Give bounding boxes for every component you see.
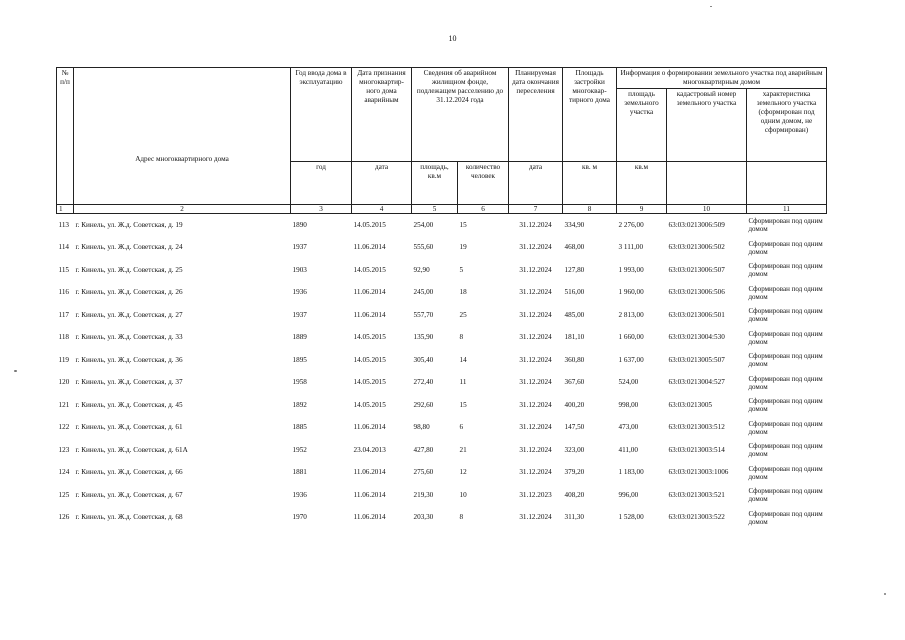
header-land-area: площадь земельного участка (617, 89, 667, 162)
unit-area: площадь, кв.м (412, 162, 458, 205)
table-row (57, 417, 827, 440)
row-status: Сформирован под одним домом (748, 262, 823, 279)
column-number: 10 (667, 205, 747, 214)
row-year: 1952 (292, 445, 307, 454)
row-people: 8 (459, 333, 464, 342)
row-cadastral: 63:03:0213004:530 (668, 333, 725, 342)
column-number: 7 (509, 205, 563, 214)
row-address: г. Кинель, ул. Ж.д. Советская, д. 37 (75, 378, 183, 387)
row-building-area: 360,80 (564, 355, 585, 364)
column-number: 5 (412, 205, 458, 214)
row-building-area: 147,50 (564, 423, 585, 432)
row-area: 98,80 (413, 423, 430, 432)
column-number: 3 (291, 205, 352, 214)
unit-year: год (291, 162, 352, 205)
row-date: 14.05.2015 (353, 378, 386, 387)
row-planned-date: 31.12.2024 (519, 468, 552, 477)
table-row (57, 484, 827, 507)
unit-cadastral (667, 162, 747, 205)
row-building-area: 367,60 (564, 378, 585, 387)
row-land-area: 1 183,00 (618, 468, 644, 477)
row-cadastral: 63:03:0213003:1006 (668, 468, 729, 477)
emergency-housing-table (56, 67, 827, 529)
scan-speck (14, 370, 17, 372)
header-year-built: Год ввода дома в эксплуатацию (291, 68, 352, 162)
row-cadastral: 63:03:0213006:502 (668, 243, 725, 252)
row-year: 1892 (292, 400, 307, 409)
row-land-area: 1 528,00 (618, 513, 644, 522)
header-no: № п/п (57, 68, 74, 205)
row-area: 254,00 (413, 220, 434, 229)
row-number: 126 (58, 513, 70, 522)
scan-speck (884, 593, 886, 595)
row-year: 1936 (292, 288, 307, 297)
row-cadastral: 63:03:0213003:512 (668, 423, 725, 432)
row-date: 14.05.2015 (353, 265, 386, 274)
row-year: 1895 (292, 355, 307, 364)
row-area: 292,60 (413, 400, 434, 409)
table-row (57, 259, 827, 282)
row-number: 125 (58, 490, 70, 499)
row-land-area: 1 960,00 (618, 288, 644, 297)
row-date: 11.06.2014 (353, 490, 386, 499)
scan-speck (710, 6, 712, 7)
row-people: 5 (459, 265, 464, 274)
row-status: Сформирован под одним домом (748, 487, 823, 504)
row-date: 14.05.2015 (353, 400, 386, 409)
header-land-characteristic: характеристика земельного участка (сформирован под одним домом, не сформирован) (747, 89, 827, 162)
row-cadastral: 63:03:0213004:527 (668, 378, 725, 387)
row-status: Сформирован под одним домом (748, 397, 823, 414)
row-number: 113 (58, 220, 70, 229)
row-year: 1881 (292, 468, 307, 477)
row-building-area: 516,00 (564, 288, 585, 297)
row-date: 11.06.2014 (353, 288, 386, 297)
row-year: 1937 (292, 310, 307, 319)
column-number-row (57, 205, 827, 214)
row-number: 118 (58, 333, 70, 342)
unit-land-area: кв.м (617, 162, 667, 205)
row-land-area: 1 637,00 (618, 355, 644, 364)
row-status: Сформирован под одним домом (748, 464, 823, 481)
table-row (57, 394, 827, 417)
unit-date: дата (352, 162, 412, 205)
row-status: Сформирован под одним домом (748, 217, 823, 234)
row-planned-date: 31.12.2024 (519, 513, 552, 522)
column-number: 4 (352, 205, 412, 214)
row-land-area: 2 813,00 (618, 310, 644, 319)
header-cadastral-number: кадастровый номер земельного участка (667, 89, 747, 162)
row-planned-date: 31.12.2024 (519, 310, 552, 319)
row-number: 122 (58, 423, 70, 432)
row-area: 275,60 (413, 468, 434, 477)
row-area: 427,80 (413, 445, 434, 454)
row-address: г. Кинель, ул. Ж.д. Советская, д. 24 (75, 243, 183, 252)
unit-people: количество человек (458, 162, 509, 205)
header-emergency-fund: Сведения об аварийном жилищном фонде, подлежащем расселению до 31.12.2024 года (412, 68, 509, 162)
row-date: 11.06.2014 (353, 243, 386, 252)
row-people: 8 (459, 513, 464, 522)
row-address: г. Кинель, ул. Ж.д. Советская, д. 36 (75, 355, 183, 364)
row-cadastral: 63:03:0213005:507 (668, 355, 725, 364)
row-address: г. Кинель, ул. Ж.д. Советская, д. 61А (75, 445, 188, 454)
row-status: Сформирован под одним домом (748, 374, 823, 391)
header-address: Адрес многоквартирного дома (74, 68, 291, 205)
row-people: 19 (459, 243, 467, 252)
table-row (57, 304, 827, 327)
row-year: 1970 (292, 513, 307, 522)
table-row (57, 282, 827, 305)
row-date: 14.05.2015 (353, 333, 386, 342)
page-number: 10 (448, 34, 457, 43)
row-address: г. Кинель, ул. Ж.д. Советская, д. 33 (75, 333, 183, 342)
row-status: Сформирован под одним домом (748, 442, 823, 459)
row-cadastral: 63:03:0213006:501 (668, 310, 725, 319)
row-address: г. Кинель, ул. Ж.д. Советская, д. 61 (75, 423, 183, 432)
header-date-recognized: Дата признания многоквартир- ного дома аварийным (352, 68, 412, 162)
row-status: Сформирован под одним домом (748, 239, 823, 256)
column-number: 9 (617, 205, 667, 214)
row-address: г. Кинель, ул. Ж.д. Советская, д. 66 (75, 468, 183, 477)
row-area: 203,30 (413, 513, 434, 522)
row-land-area: 3 111,00 (618, 243, 644, 252)
row-status: Сформирован под одним домом (748, 307, 823, 324)
row-number: 119 (58, 355, 70, 364)
row-cadastral: 63:03:0213005 (668, 400, 713, 409)
row-people: 14 (459, 355, 467, 364)
unit-characteristic (747, 162, 827, 205)
header-row-main (57, 68, 827, 89)
row-planned-date: 31.12.2024 (519, 288, 552, 297)
row-area: 135,90 (413, 333, 434, 342)
row-address: г. Кинель, ул. Ж.д. Советская, д. 27 (75, 310, 183, 319)
row-area: 557,70 (413, 310, 434, 319)
row-year: 1889 (292, 333, 307, 342)
row-year: 1903 (292, 265, 307, 274)
row-date: 23.04.2013 (353, 445, 386, 454)
row-number: 120 (58, 378, 70, 387)
row-number: 115 (58, 265, 70, 274)
row-land-area: 2 276,00 (618, 220, 644, 229)
column-number: 6 (458, 205, 509, 214)
table-row (57, 327, 827, 350)
row-people: 21 (459, 445, 467, 454)
row-address: г. Кинель, ул. Ж.д. Советская, д. 26 (75, 288, 183, 297)
row-land-area: 996,00 (618, 490, 639, 499)
row-planned-date: 31.12.2024 (519, 378, 552, 387)
row-cadastral: 63:03:0213003:514 (668, 445, 725, 454)
table-row (57, 349, 827, 372)
row-land-area: 411,00 (618, 445, 638, 454)
row-address: г. Кинель, ул. Ж.д. Советская, д. 19 (75, 220, 183, 229)
column-number: 8 (563, 205, 617, 214)
row-land-area: 473,00 (618, 423, 639, 432)
row-year: 1885 (292, 423, 307, 432)
table-row (57, 462, 827, 485)
row-number: 114 (58, 243, 70, 252)
unit-building-area: кв. м (563, 162, 617, 205)
row-people: 15 (459, 220, 467, 229)
table-row (57, 237, 827, 260)
row-date: 11.06.2014 (353, 423, 386, 432)
row-building-area: 181,10 (564, 333, 585, 342)
column-number: 2 (74, 205, 291, 214)
row-planned-date: 31.12.2024 (519, 220, 552, 229)
row-land-area: 998,00 (618, 400, 639, 409)
row-year: 1958 (292, 378, 307, 387)
row-status: Сформирован под одним домом (748, 329, 823, 346)
row-planned-date: 31.12.2023 (519, 490, 552, 499)
row-building-area: 408,20 (564, 490, 585, 499)
row-cadastral: 63:03:0213003:521 (668, 490, 725, 499)
row-people: 18 (459, 288, 467, 297)
row-number: 123 (58, 445, 70, 454)
row-land-area: 1 660,00 (618, 333, 644, 342)
row-address: г. Кинель, ул. Ж.д. Советская, д. 67 (75, 490, 183, 499)
row-date: 11.06.2014 (353, 310, 386, 319)
row-area: 305,40 (413, 355, 434, 364)
row-building-area: 379,20 (564, 468, 585, 477)
row-cadastral: 63:03:0213006:509 (668, 220, 725, 229)
row-building-area: 485,00 (564, 310, 585, 319)
row-number: 116 (58, 288, 70, 297)
row-cadastral: 63:03:0213006:507 (668, 265, 725, 274)
row-status: Сформирован под одним домом (748, 509, 823, 526)
row-cadastral: 63:03:0213006:506 (668, 288, 725, 297)
row-area: 219,30 (413, 490, 434, 499)
row-people: 12 (459, 468, 467, 477)
row-area: 555,60 (413, 243, 434, 252)
row-planned-date: 31.12.2024 (519, 445, 552, 454)
row-people: 11 (459, 378, 467, 387)
row-building-area: 468,00 (564, 243, 585, 252)
row-building-area: 311,30 (564, 513, 584, 522)
row-people: 15 (459, 400, 467, 409)
table-row (57, 507, 827, 530)
row-building-area: 334,90 (564, 220, 585, 229)
row-planned-date: 31.12.2024 (519, 423, 552, 432)
header-land-info: Информация о формировании земельного участка под аварийным многоквартирным домом (617, 68, 827, 89)
row-year: 1937 (292, 243, 307, 252)
row-area: 272,40 (413, 378, 434, 387)
row-planned-date: 31.12.2024 (519, 265, 552, 274)
column-number: 1 (57, 205, 74, 214)
row-people: 10 (459, 490, 467, 499)
row-year: 1890 (292, 220, 307, 229)
row-number: 124 (58, 468, 70, 477)
row-building-area: 323,00 (564, 445, 585, 454)
row-area: 92,90 (413, 265, 430, 274)
row-date: 14.05.2015 (353, 355, 386, 364)
row-date: 11.06.2014 (353, 468, 386, 477)
row-year: 1936 (292, 490, 307, 499)
column-number: 11 (747, 205, 827, 214)
row-address: г. Кинель, ул. Ж.д. Советская, д. 25 (75, 265, 183, 274)
row-land-area: 524,00 (618, 378, 639, 387)
table-row (57, 439, 827, 462)
row-planned-date: 31.12.2024 (519, 355, 552, 364)
row-status: Сформирован под одним домом (748, 352, 823, 369)
row-building-area: 127,80 (564, 265, 585, 274)
row-people: 6 (459, 423, 464, 432)
row-building-area: 400,20 (564, 400, 585, 409)
header-building-area: Площадь застройки многоквар- тирного дома (563, 68, 617, 162)
row-status: Сформирован под одним домом (748, 284, 823, 301)
row-address: г. Кинель, ул. Ж.д. Советская, д. 68 (75, 513, 183, 522)
row-area: 245,00 (413, 288, 434, 297)
row-number: 117 (58, 310, 70, 319)
row-cadastral: 63:03:0213003:522 (668, 513, 725, 522)
table-row (57, 214, 827, 237)
row-address: г. Кинель, ул. Ж.д. Советская, д. 45 (75, 400, 183, 409)
row-planned-date: 31.12.2024 (519, 333, 552, 342)
row-number: 121 (58, 400, 70, 409)
row-planned-date: 31.12.2024 (519, 243, 552, 252)
unit-planned-date: дата (509, 162, 563, 205)
row-status: Сформирован под одним домом (748, 419, 823, 436)
table-row (57, 372, 827, 395)
row-planned-date: 31.12.2024 (519, 400, 552, 409)
row-date: 14.05.2015 (353, 220, 386, 229)
header-planned-resettlement: Планируемая дата окончания переселения (509, 68, 563, 162)
row-land-area: 1 993,00 (618, 265, 644, 274)
row-date: 11.06.2014 (353, 513, 386, 522)
row-people: 25 (459, 310, 467, 319)
